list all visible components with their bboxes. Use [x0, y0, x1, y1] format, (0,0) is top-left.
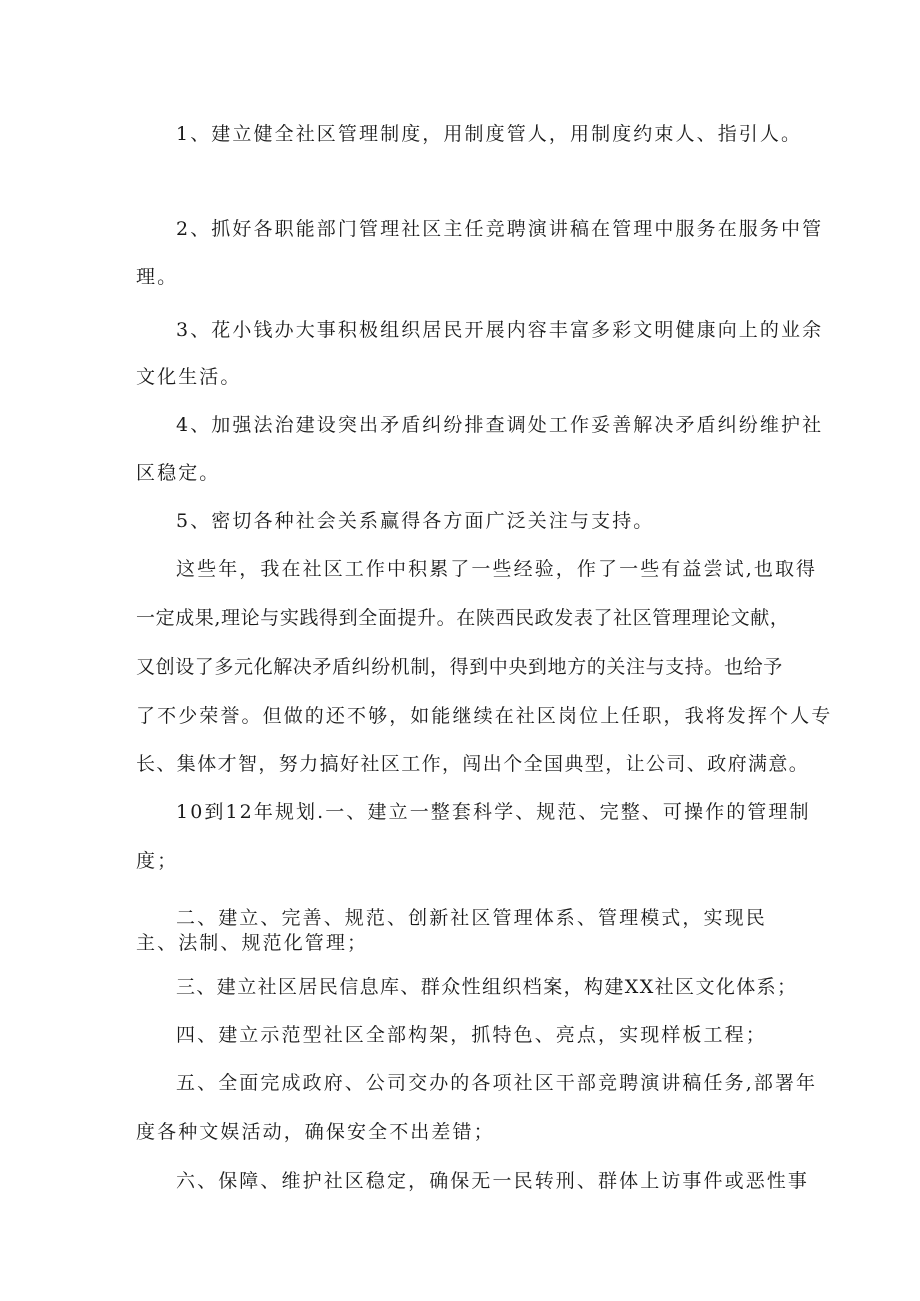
item-2-line-2: 理。: [136, 266, 179, 288]
item-3-line-1: 3、花小钱办大事积极组织居民开展内容丰富多彩文明健康向上的业余: [176, 319, 824, 341]
paragraph-experience-line-1: 这些年，我在社区工作中积累了一些经验，作了一些有益尝试,也取得: [176, 558, 818, 580]
item-4-line-2: 区稳定。: [136, 462, 221, 484]
plan-paragraph-line-2: 度；: [136, 850, 179, 872]
paragraph-experience-line-2: 一定成果,理论与实践得到全面提升。在陕西民政发表了社区管理理论文献，: [136, 607, 790, 629]
item-3-line-2: 文化生活。: [136, 366, 242, 388]
plan-item-4-line-1: 四、建立示范型社区全部构架，抓特色、亮点，实现样板工程；: [176, 1024, 767, 1046]
paragraph-experience-line-3: 又创设了多元化解决矛盾纠纷机制，得到中央到地方的关注与支持。也给予: [136, 656, 783, 678]
plan-item-2-line-2: 主、法制、规范化管理；: [136, 932, 369, 954]
item-1-line-1: 1、建立健全社区管理制度，用制度管人，用制度约束人、指引人。: [176, 123, 803, 145]
plan-item-5-line-1: 五、全面完成政府、公司交办的各项社区干部竞聘演讲稿任务,部署年: [176, 1072, 818, 1094]
plan-item-6-line-1: 六、保障、维护社区稳定，确保无一民转刑、群体上访事件或恶性事: [176, 1170, 810, 1192]
plan-item-3-line-1: 三、建立社区居民信息库、群众性组织档案，构建XX社区文化体系；: [176, 976, 798, 998]
item-4-line-1: 4、加强法治建设突出矛盾纠纷排查调处工作妥善解决矛盾纠纷维护社: [176, 414, 824, 436]
plan-paragraph-line-1: 10到12年规划.一、建立一整套科学、规范、完整、可操作的管理制: [176, 801, 811, 823]
item-2-line-1: 2、抓好各职能部门管理社区主任竞聘演讲稿在管理中服务在服务中管: [176, 218, 824, 240]
plan-item-2-line-1: 二、建立、完善、规范、创新社区管理体系、管理模式，实现民: [176, 907, 767, 929]
item-5-line-1: 5、密切各种社会关系赢得各方面广泛关注与支持。: [176, 510, 655, 532]
plan-item-5-line-2: 度各种文娱活动，确保安全不出差错；: [136, 1121, 495, 1143]
paragraph-experience-line-5: 长、集体才智，努力搞好社区工作，闯出个全国典型，让公司、政府满意。: [136, 753, 810, 775]
paragraph-experience-line-4: 了不少荣誉。但做的还不够，如能继续在社区岗位上任职，我将发挥个人专: [136, 705, 833, 727]
